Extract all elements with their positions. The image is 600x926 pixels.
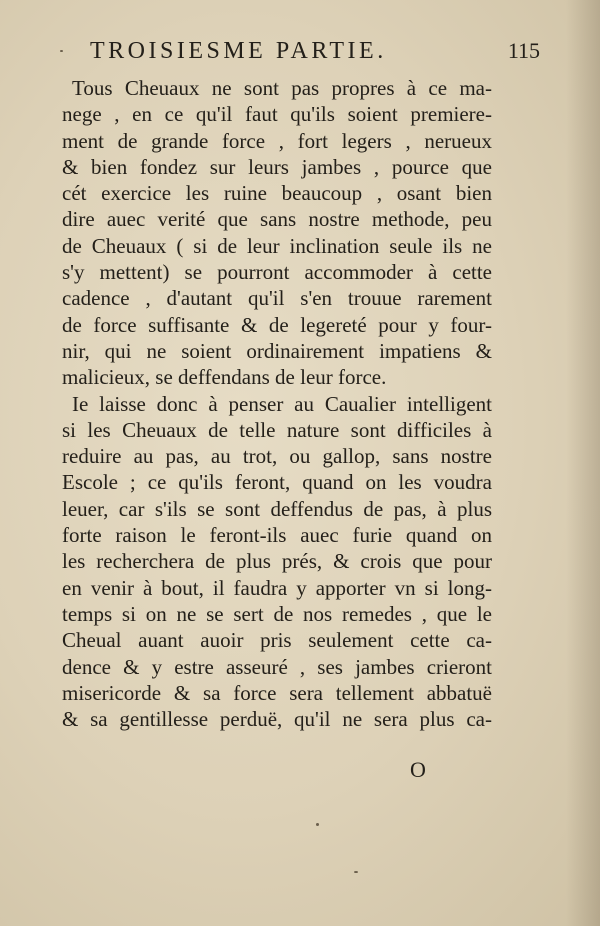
text-line: reduire au pas, au trot, ou gallop, sans nostre [62,444,492,469]
text-line: & bien fondez sur leurs jambes , pource que [62,154,492,179]
text-line: ment de grande force , fort legers , nerueux [62,128,492,153]
text-line: Ie laisse donc à penser au Caualier intelligent [72,391,492,416]
signature-mark: O [410,757,426,782]
ink-speck [60,50,63,52]
text-line: cadence , d'autant qu'il s'en trouue rarement [62,286,492,311]
page-header [60,38,540,68]
text-line: Escole ; ce qu'ils feront, quand on les voudra [62,470,492,495]
text-line: leuer, car s'ils se sont deffendus de pas, à plus [62,496,492,521]
text-line: temps si on ne se sert de nos remedes , que le [62,601,492,626]
page-number: 115 [507,38,540,63]
text-line: malicieux, se deffendans de leur force. [62,365,387,390]
text-line: cét exercice les ruine beaucoup , osant bien [62,181,492,206]
body-text [62,75,492,732]
text-line: & sa gentillesse perduë, qu'il ne sera plus ca- [62,707,492,732]
paragraph-1 [62,75,492,391]
running-head: TROISIESME PARTIE. [90,38,387,64]
text-line: si les Cheuaux de telle nature sont difficiles à [62,417,492,442]
text-line: de Cheuaux ( si de leur inclination seule ils ne [62,233,492,258]
paragraph-2 [62,391,492,733]
page-gutter-shadow [566,0,600,926]
text-line: s'y mettent) se pourront accommoder à cette [62,260,492,285]
text-line: nir, qui ne soient ordinairement impatiens & [62,338,492,363]
text-line: de force suffisante & de legereté pour y four- [62,312,492,337]
text-line: Cheual auant auoir pris seulement cette ca- [62,628,492,653]
ink-speck [316,823,319,826]
text-line: nege , en ce qu'il faut qu'ils soient premiere- [62,102,492,127]
text-line: Tous Cheuaux ne sont pas propres à ce ma- [72,76,492,100]
text-line: dire auec verité que sans nostre methode, peu [62,207,492,232]
ink-speck [354,871,358,873]
text-line: en venir à bout, il faudra y apporter vn si long- [62,575,492,600]
text-line: misericorde & sa force sera tellement abbatuë [62,680,492,705]
text-line: les recherchera de plus prés, & crois que pour [62,549,492,574]
text-line: dence & y estre asseuré , ses jambes crieront [62,654,492,679]
text-line: forte raison le feront-ils auec furie quand on [62,523,492,548]
